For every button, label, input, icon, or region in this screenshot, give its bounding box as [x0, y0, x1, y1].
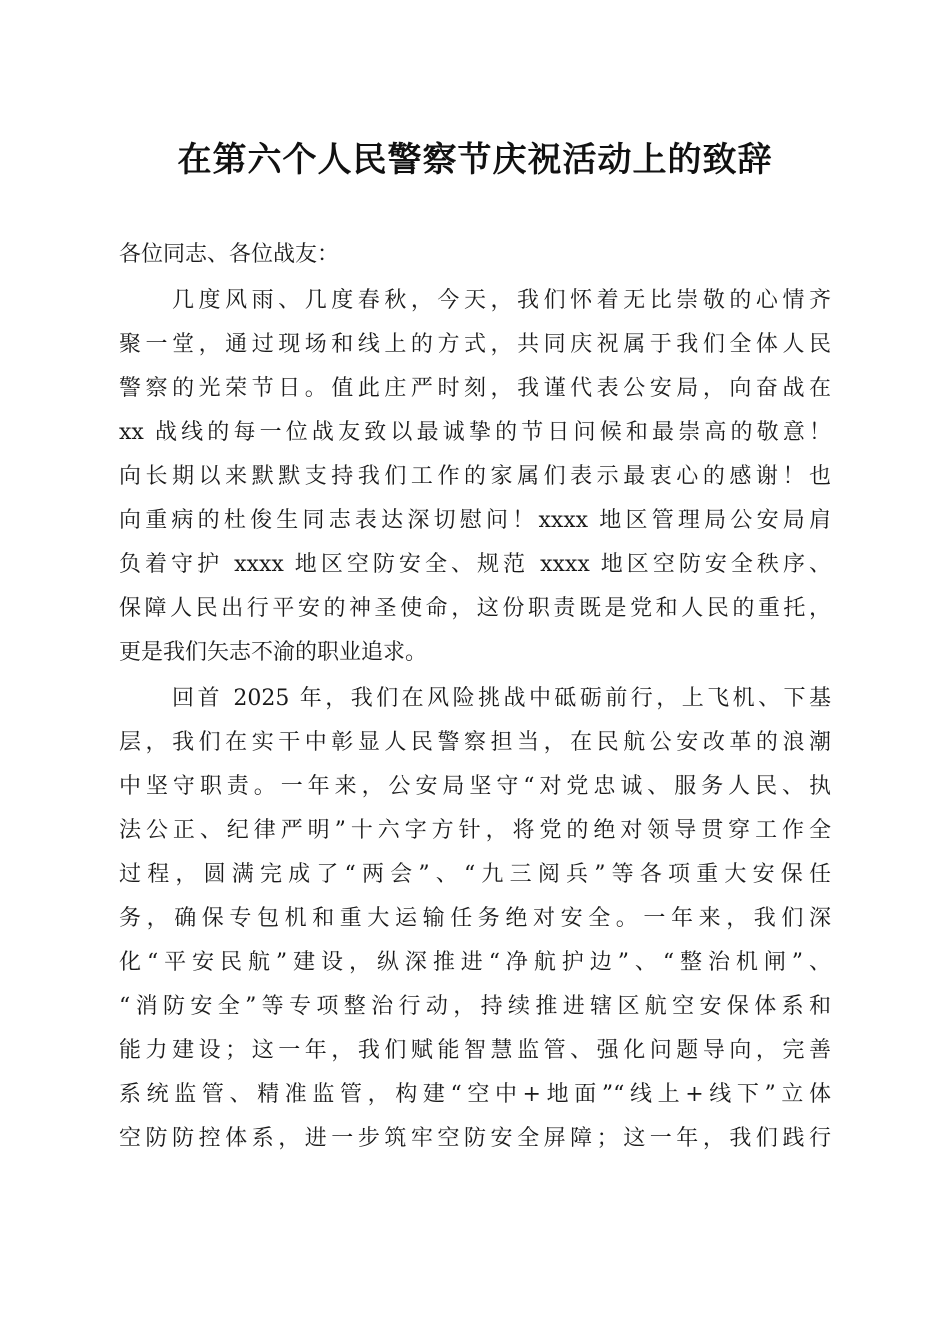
paragraph-line: 负着守护 xxxx 地区空防安全、规范 xxxx 地区空防安全秩序、	[119, 552, 831, 577]
paragraph-line: 务，确保专包机和重大运输任务绝对安全。一年来，我们深	[119, 906, 831, 931]
paragraph-line: 能力建设；这一年，我们赋能智慧监管、强化问题导向，完善	[119, 1038, 831, 1063]
paragraph-line: 空防防控体系，进一步筑牢空防安全屏障；这一年，我们践行	[119, 1126, 831, 1151]
paragraph-line: “消防安全”等专项整治行动，持续推进辖区航空安保体系和	[119, 994, 831, 1019]
paragraph-line: 聚一堂，通过现场和线上的方式，共同庆祝属于我们全体人民	[119, 332, 831, 357]
greeting: 各位同志、各位战友：	[119, 242, 340, 267]
paragraph-line: 系统监管、精准监管，构建“空中+地面”“线上+线下”立体	[119, 1082, 831, 1107]
paragraph-line: 向长期以来默默支持我们工作的家属们表示最衷心的感谢！也	[119, 464, 831, 489]
paragraph-line: 保障人民出行平安的神圣使命，这份职责既是党和人民的重托，	[119, 596, 831, 621]
paragraph-line: xx 战线的每一位战友致以最诚挚的节日问候和最崇高的敬意！	[119, 420, 831, 445]
paragraph-line: 层，我们在实干中彰显人民警察担当，在民航公安改革的浪潮	[119, 730, 831, 755]
paragraph-line: 过程，圆满完成了“两会”、“九三阅兵”等各项重大安保任	[119, 862, 831, 887]
paragraph-line: 回首 2025 年，我们在风险挑战中砥砺前行，上飞机、下基	[172, 686, 831, 711]
paragraph-line: 更是我们矢志不渝的职业追求。	[119, 640, 428, 665]
document-title: 在第六个人民警察节庆祝活动上的致辞	[177, 140, 773, 180]
paragraph-line: 中坚守职责。一年来，公安局坚守“对党忠诚、服务人民、执	[119, 774, 831, 799]
paragraph-line: 警察的光荣节日。值此庄严时刻，我谨代表公安局，向奋战在	[119, 376, 831, 401]
paragraph-line: 化“平安民航”建设，纵深推进“净航护边”、“整治机闸”、	[119, 950, 831, 975]
paragraph-line: 向重病的杜俊生同志表达深切慰问！xxxx 地区管理局公安局肩	[119, 508, 831, 533]
paragraph-line: 几度风雨、几度春秋，今天，我们怀着无比崇敬的心情齐	[172, 288, 831, 313]
paragraph-line: 法公正、纪律严明”十六字方针，将党的绝对领导贯穿工作全	[119, 818, 831, 843]
